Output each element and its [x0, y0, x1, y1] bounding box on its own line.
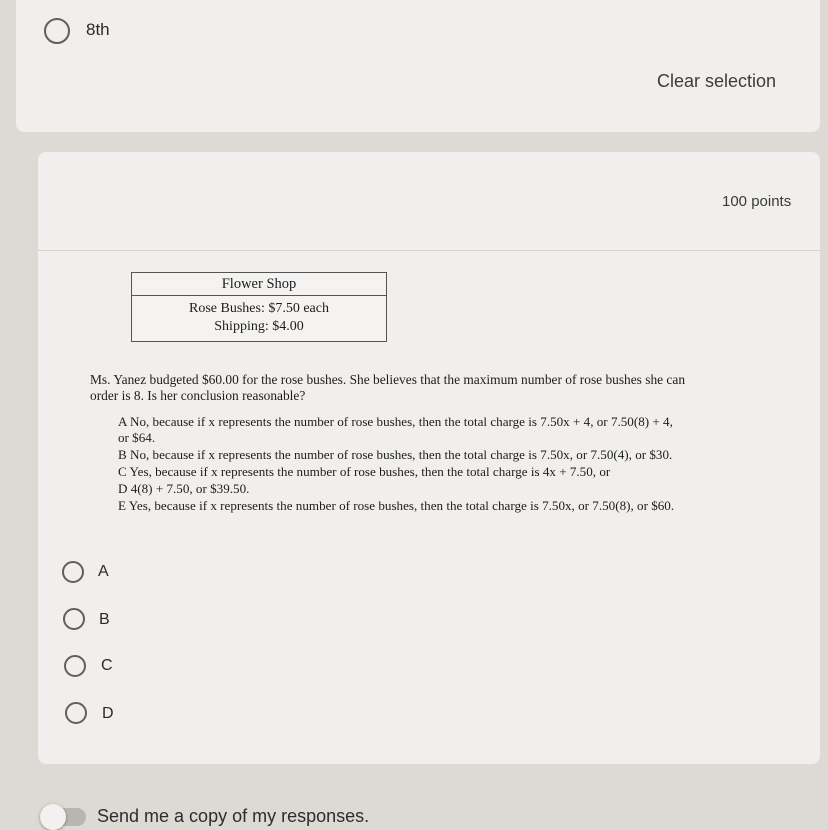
choice-text-line: C Yes, because if x represents the number of rose bushes, then the total charge is 4x + 7.50, or — [118, 464, 611, 479]
choice-text-line: B No, because if x represents the number of rose bushes, then the total charge is 7.50x, or 7.50(4), or $30. — [118, 447, 673, 462]
radio-option-b[interactable] — [63, 608, 85, 630]
radio-option-c[interactable] — [64, 655, 86, 677]
choice-text-line: A No, because if x represents the number of rose bushes, then the total charge is 7.50x + 4, or 7.50(8) + 4, — [118, 414, 673, 429]
prompt-line: Ms. Yanez budgeted $60.00 for the rose bushes. She believes that the maximum number of rose bushes she can — [90, 372, 686, 387]
choice-text-line: E Yes, because if x represents the number of rose bushes, then the total charge is 7.50x, or 7.50(8), or $60. — [118, 498, 675, 513]
radio-option-d[interactable] — [65, 702, 87, 724]
radio-8th[interactable] — [44, 18, 70, 44]
previous-question-card — [16, 0, 820, 132]
table-title: Flower Shop — [132, 273, 386, 296]
clear-selection-button[interactable]: Clear selection — [657, 71, 777, 91]
flower-shop-table — [131, 272, 387, 342]
points-label: 100 points — [722, 193, 792, 210]
option-label-d: D — [102, 705, 114, 722]
choice-text-line: D 4(8) + 7.50, or $39.50. — [118, 481, 250, 496]
prompt-line: order is 8. Is her conclusion reasonable? — [90, 388, 306, 403]
option-label-a: A — [98, 563, 109, 580]
choice-text-line: or $64. — [118, 430, 156, 445]
option-label-c: C — [101, 657, 113, 674]
table-row-rose-bushes: Rose Bushes: $7.50 each — [189, 301, 329, 316]
card-divider — [38, 250, 820, 251]
radio-option-a[interactable] — [62, 561, 84, 583]
send-copy-label: Send me a copy of my responses. — [97, 806, 370, 826]
question-prompt — [90, 372, 766, 404]
option-label-b: B — [99, 611, 110, 628]
table-row-shipping: Shipping: $4.00 — [214, 319, 304, 334]
toggle-knob[interactable] — [40, 804, 66, 830]
option-label-8th: 8th — [86, 20, 110, 39]
